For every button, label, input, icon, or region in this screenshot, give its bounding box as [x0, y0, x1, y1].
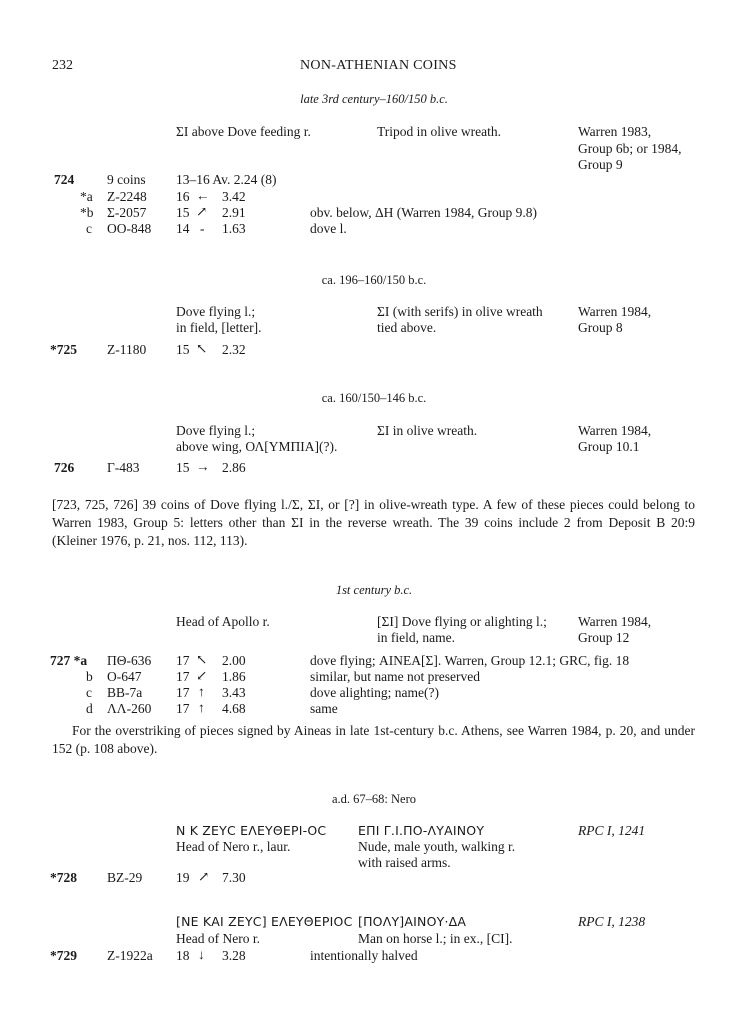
page-number: 232 [52, 58, 73, 73]
diameter: 19 [176, 870, 190, 885]
die-axis-arrow: → [196, 459, 210, 474]
diameter: 15 [176, 205, 190, 220]
die-axis-arrow: ↖ [196, 652, 208, 667]
inventory-id: Z-2248 [107, 189, 147, 204]
weight: 2.86 [222, 460, 246, 475]
reverse-description: tied above. [377, 320, 437, 335]
inventory-id: Z-1922a [107, 948, 153, 963]
weight: 3.43 [222, 685, 246, 700]
reverse-legend: [ΠΟΛΥ]ΑΙΝΟΥ·ΔΑ [358, 914, 467, 929]
weight: 7.30 [222, 870, 246, 885]
obverse-legend: Ν Κ ΖΕΥϹ ΕΛΕΥΘΕΡΙ-ΟϹ [176, 823, 327, 838]
diameter: 17 [176, 669, 190, 684]
coin-data: 13–16 Av. 2.24 (8) [176, 172, 277, 187]
catalog-number: *729 [50, 948, 77, 963]
coin-note: dove alighting; name(?) [310, 685, 439, 700]
catalog-number: *725 [50, 342, 77, 357]
obverse-description: above wing, ΟΛ[ΥΜΠΙΑ](?). [176, 439, 338, 454]
coin-note: similar, but name not preserved [310, 669, 481, 684]
reverse-description: ΣΙ (with serifs) in olive wreath [377, 304, 543, 319]
die-axis-arrow: ← [196, 188, 210, 203]
sub-mark: *a [80, 189, 93, 204]
section-heading: ca. 196–160/150 b.c. [321, 273, 427, 287]
reference-line: RPC I, 1241 [578, 823, 646, 838]
reference-line: Warren 1984, [578, 614, 652, 629]
inventory-id: O-647 [107, 669, 142, 684]
sub-mark: c [86, 221, 92, 236]
sub-mark: b [86, 669, 93, 684]
obverse-description: Head of Nero r., laur. [176, 839, 291, 854]
diameter: 16 [176, 189, 190, 204]
reverse-description: in field, name. [377, 630, 455, 645]
coin-note: dove flying; ΑΙΝΕΑ[Σ]. Warren, Group 12.1; GRC, fig. 18 [310, 653, 630, 668]
diameter: 17 [176, 701, 190, 716]
catalog-number: 727 *a [50, 653, 88, 668]
coin-note: obv. below, ΔΗ (Warren 1984, Group 9.8) [310, 205, 538, 220]
inventory-id: Γ-483 [107, 460, 140, 475]
inventory-id: BZ-29 [107, 870, 143, 885]
reference-line: Warren 1984, [578, 423, 652, 438]
running-title: NON-ATHENIAN COINS [300, 58, 457, 73]
obverse-description: in field, [letter]. [176, 320, 262, 335]
obverse-legend: [ΝΕ ΚΑΙ ΖΕΥϹ] ΕΛΕΥΘΕΡΙΟϹ [176, 914, 353, 929]
sub-mark: *b [80, 205, 94, 220]
weight: 2.32 [222, 342, 246, 357]
coin-note: same [310, 701, 338, 716]
obverse-description: Head of Nero r. [176, 931, 260, 946]
weight: 1.86 [222, 669, 246, 684]
obverse-description: Dove flying l.; [176, 423, 256, 438]
die-axis-arrow: ↑ [198, 700, 205, 715]
reference-line: Group 6b; or 1984, [578, 141, 682, 156]
weight: 3.42 [222, 189, 246, 204]
reference-line: Group 8 [578, 320, 623, 335]
diameter: 17 [176, 685, 190, 700]
reference-line: Group 9 [578, 157, 623, 172]
sub-mark: c [86, 685, 92, 700]
obverse-description: Head of Apollo r. [176, 614, 270, 629]
diameter: 15 [176, 342, 190, 357]
inventory-id: ΠΘ-636 [107, 653, 152, 668]
weight: 2.91 [222, 205, 246, 220]
section-heading: late 3rd century–160/150 b.c. [300, 92, 448, 106]
inventory-id: ΛΛ-260 [107, 701, 152, 716]
commentary-paragraph: For the overstriking of pieces signed by Aineas in late 1st-century b.c. Athens, see Warren 1984, p. 20, and under 152 (p. 108 above). [52, 723, 695, 757]
weight: 3.28 [222, 948, 246, 963]
reverse-description: Nude, male youth, walking r. [358, 839, 516, 854]
reverse-legend: ΕΠΙ Γ.Ι.ΠΟ-ΛΥΑΙΝΟΥ [358, 823, 485, 838]
reference-line: Group 12 [578, 630, 630, 645]
coin-note: dove l. [310, 221, 347, 236]
diameter: 17 [176, 653, 190, 668]
obverse-description: ΣΙ above Dove feeding r. [176, 124, 311, 139]
diameter: 18 [176, 948, 190, 963]
reverse-description: ΣΙ in olive wreath. [377, 423, 478, 438]
section-heading: ca. 160/150–146 b.c. [321, 391, 427, 405]
section-heading: a.d. 67–68: Nero [331, 792, 416, 806]
obverse-description: Dove flying l.; [176, 304, 256, 319]
reference-line: Warren 1983, [578, 124, 652, 139]
reference-line: Warren 1984, [578, 304, 652, 319]
die-axis-arrow: ↑ [198, 684, 205, 699]
inventory-id: BB-7a [107, 685, 143, 700]
commentary-paragraph: [723, 725, 726] 39 coins of Dove flying l./Σ, ΣΙ, or [?] in olive-wreath type. A few of these pieces could belong to Warren 1983, Group 5: letters other than ΣΙ in the reverse wreath. The 39 coins include 2 from Deposit B 20:9 (Kleiner 1976, p. 21, nos. 112, 113). [52, 497, 695, 549]
die-axis-arrow: - [200, 221, 205, 236]
inventory-id: OO-848 [107, 221, 152, 236]
section-heading: 1st century b.c. [335, 583, 413, 597]
catalog-number: 726 [54, 460, 75, 475]
coin-note: intentionally halved [310, 948, 418, 963]
die-axis-arrow: ↗ [198, 869, 210, 884]
die-axis-arrow: ↓ [198, 947, 205, 962]
sub-mark: d [86, 701, 93, 716]
reverse-description: Man on horse l.; in ex., [ϹΙ]. [358, 931, 513, 946]
inventory-id: 9 coins [107, 172, 146, 187]
reference-line: RPC I, 1238 [578, 914, 646, 929]
weight: 4.68 [222, 701, 246, 716]
reverse-description: with raised arms. [358, 855, 451, 870]
catalog-number: *728 [50, 870, 77, 885]
die-axis-arrow: ↖ [196, 341, 208, 356]
reverse-description: [ΣΙ] Dove flying or alighting l.; [377, 614, 547, 629]
weight: 2.00 [222, 653, 246, 668]
inventory-id: Σ-2057 [107, 205, 147, 220]
die-axis-arrow: ↗ [196, 204, 208, 219]
diameter: 15 [176, 460, 190, 475]
die-axis-arrow: ↙ [196, 668, 208, 683]
catalog-number: 724 [54, 172, 75, 187]
weight: 1.63 [222, 221, 246, 236]
diameter: 14 [176, 221, 190, 236]
inventory-id: Z-1180 [107, 342, 147, 357]
reverse-description: Tripod in olive wreath. [377, 124, 501, 139]
reference-line: Group 10.1 [578, 439, 640, 454]
